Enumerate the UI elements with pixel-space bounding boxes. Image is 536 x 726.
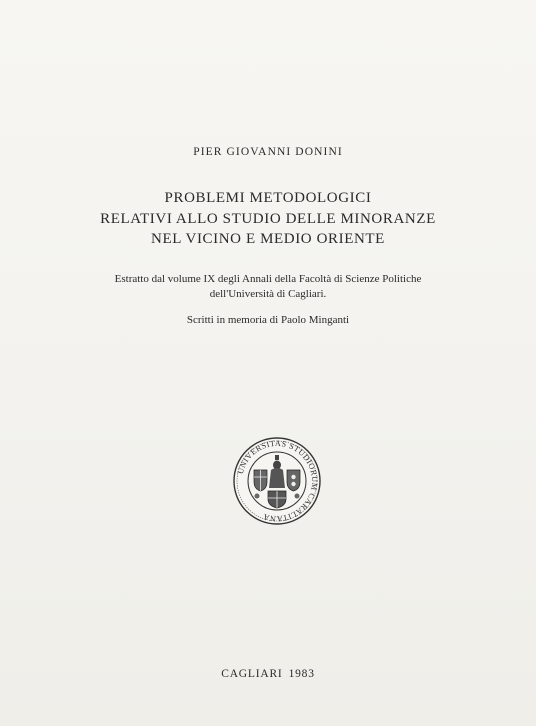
book-title [0,188,536,250]
title-line: RELATIVI ALLO STUDIO DELLE MINORANZE [100,210,436,227]
imprint-city: CAGLIARI [221,668,283,680]
author-name: PIER GIOVANNI DONINI [193,146,343,158]
imprint-year: 1983 [288,668,315,680]
title-line: PROBLEMI METODOLOGICI [164,190,372,206]
extract-line: dell'Università di Cagliari. [209,288,327,300]
imprint [0,668,536,680]
extract-note [0,272,536,302]
title-line: NEL VICINO E MEDIO ORIENTE [151,231,385,247]
university-seal-icon [233,436,321,526]
memoria-note: Scritti in memoria di Paolo Minganti [186,314,350,326]
extract-line: Estratto dal volume IX degli Annali della Facoltà di Scienze Politiche [114,273,422,285]
seal-inscription: UNIVERSITAS STUDIORUM CARALITANA [235,438,320,524]
